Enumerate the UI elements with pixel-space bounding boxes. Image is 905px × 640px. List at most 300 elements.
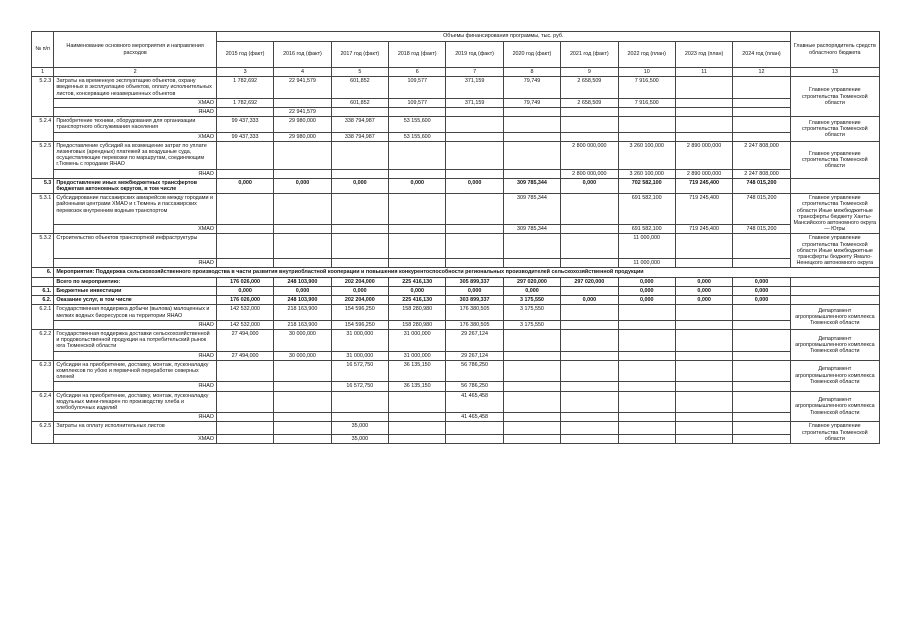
subrow-value bbox=[503, 259, 560, 268]
row-value bbox=[331, 234, 388, 259]
row-value: 303 899,337 bbox=[446, 296, 503, 305]
row-distributor bbox=[790, 277, 879, 286]
subrow-value bbox=[446, 225, 503, 234]
row-value bbox=[216, 360, 273, 382]
row-value bbox=[216, 391, 273, 413]
subrow-value bbox=[618, 382, 675, 391]
row-value: 691 582,100 bbox=[618, 194, 675, 225]
row-value bbox=[389, 234, 446, 259]
table-row bbox=[32, 422, 880, 434]
section-number: 6. bbox=[32, 268, 54, 277]
row-value: 0,000 bbox=[331, 286, 388, 295]
column-number: 9 bbox=[561, 68, 618, 77]
row-value bbox=[618, 391, 675, 413]
subrow-label: ЯНАО bbox=[54, 320, 217, 329]
row-value bbox=[618, 329, 675, 351]
row-name: Оказание услуг, в том числе bbox=[54, 296, 217, 305]
row-name: Субсидирование пассажирских авиарейсов между городами и районными центрами ХМАО и г.Тюмень и пассажирских перевозок внутренним водным транспортом bbox=[54, 194, 217, 225]
subrow-value bbox=[503, 434, 560, 443]
subrow-value bbox=[446, 132, 503, 141]
row-number: 6.2.2 bbox=[32, 329, 54, 360]
row-value: 0,000 bbox=[216, 178, 273, 193]
row-number: 5.3.1 bbox=[32, 194, 54, 234]
year-header: 2017 год (факт) bbox=[331, 42, 388, 68]
subrow-value bbox=[216, 169, 273, 178]
subrow-value: 22 941,579 bbox=[274, 108, 331, 117]
header-num: № п/п bbox=[32, 32, 54, 68]
subrow-label: ЯНАО bbox=[54, 351, 217, 360]
subrow-value bbox=[389, 169, 446, 178]
row-value: 29 267,124 bbox=[446, 329, 503, 351]
table-row bbox=[32, 277, 880, 286]
subrow-value: 29 267,124 bbox=[446, 351, 503, 360]
subrow-value: 158 280,980 bbox=[389, 320, 446, 329]
row-value bbox=[503, 391, 560, 413]
table-row bbox=[32, 117, 880, 132]
subrow-value bbox=[733, 413, 790, 422]
row-value: 41 465,458 bbox=[446, 391, 503, 413]
row-value: 719 245,400 bbox=[675, 194, 732, 225]
row-value: 309 785,344 bbox=[503, 178, 560, 193]
row-name: Затраты на оплату исполнительных листов bbox=[54, 422, 217, 434]
row-value: 11 000,000 bbox=[618, 234, 675, 259]
section-title: Мероприятия: Поддержка сельскохозяйственного производства в части развития внутриобластной кооперации и повышения конкурентоспособности региональных производителей сельскохозяйственной продукции bbox=[54, 268, 880, 277]
table-subrow bbox=[32, 351, 880, 360]
row-value: 27 494,000 bbox=[216, 329, 273, 351]
subrow-value bbox=[503, 413, 560, 422]
column-number: 5 bbox=[331, 68, 388, 77]
subrow-value bbox=[618, 434, 675, 443]
row-value bbox=[561, 422, 618, 434]
row-value bbox=[675, 360, 732, 382]
subrow-value: 748 015,200 bbox=[733, 225, 790, 234]
column-number: 2 bbox=[54, 68, 217, 77]
subrow-value: 36 135,150 bbox=[389, 382, 446, 391]
row-value bbox=[618, 117, 675, 132]
row-value: 0,000 bbox=[389, 178, 446, 193]
subrow-value: 142 532,000 bbox=[216, 320, 273, 329]
subrow-value bbox=[216, 382, 273, 391]
row-value: 0,000 bbox=[446, 286, 503, 295]
row-value: 225 416,130 bbox=[389, 296, 446, 305]
subrow-value bbox=[274, 434, 331, 443]
row-value bbox=[503, 141, 560, 169]
row-distributor: Главное управление строительства Тюменской области bbox=[790, 422, 879, 444]
subrow-value: 1 782,692 bbox=[216, 98, 273, 107]
row-value: 0,000 bbox=[618, 296, 675, 305]
row-value bbox=[274, 360, 331, 382]
subrow-value bbox=[561, 320, 618, 329]
row-value bbox=[389, 391, 446, 413]
table-subrow bbox=[32, 259, 880, 268]
subrow-value bbox=[618, 351, 675, 360]
row-value: 0,000 bbox=[733, 286, 790, 295]
table-row bbox=[32, 286, 880, 295]
subrow-value bbox=[503, 108, 560, 117]
subrow-value bbox=[561, 434, 618, 443]
row-number: 5.2.4 bbox=[32, 117, 54, 142]
subrow-value bbox=[389, 413, 446, 422]
subrow-value: 56 786,250 bbox=[446, 382, 503, 391]
year-header: 2019 год (факт) bbox=[446, 42, 503, 68]
subrow-label: ЯНАО bbox=[54, 413, 217, 422]
row-value bbox=[561, 234, 618, 259]
subrow-value: 29 980,000 bbox=[274, 132, 331, 141]
row-name: Государственная поддержка добычи (вылова) малоценных и мелких водных биоресурсов на территории ЯНАО bbox=[54, 305, 217, 320]
row-value bbox=[331, 194, 388, 225]
subrow-value bbox=[274, 259, 331, 268]
subrow-value bbox=[446, 108, 503, 117]
row-value bbox=[675, 117, 732, 132]
row-value bbox=[561, 391, 618, 413]
subrow-value bbox=[733, 259, 790, 268]
year-header: 2021 год (факт) bbox=[561, 42, 618, 68]
row-value: 29 980,000 bbox=[274, 117, 331, 132]
row-value bbox=[675, 305, 732, 320]
subrow-value: 218 163,900 bbox=[274, 320, 331, 329]
row-distributor bbox=[790, 296, 879, 305]
table-row bbox=[32, 360, 880, 382]
row-value bbox=[274, 422, 331, 434]
row-value bbox=[503, 422, 560, 434]
row-value: 0,000 bbox=[675, 286, 732, 295]
row-value bbox=[733, 360, 790, 382]
row-value: 297 020,000 bbox=[561, 277, 618, 286]
subrow-value: 3 175,550 bbox=[503, 320, 560, 329]
row-value: 0,000 bbox=[618, 277, 675, 286]
row-value bbox=[274, 391, 331, 413]
row-value: 36 135,150 bbox=[389, 360, 446, 382]
row-value: 0,000 bbox=[216, 286, 273, 295]
row-number: 5.3 bbox=[32, 178, 54, 193]
table-subrow bbox=[32, 434, 880, 443]
section-row bbox=[32, 268, 880, 277]
column-number: 12 bbox=[733, 68, 790, 77]
subrow-value bbox=[503, 132, 560, 141]
row-value bbox=[274, 234, 331, 259]
row-value: 109,577 bbox=[389, 77, 446, 99]
row-value: 225 416,130 bbox=[389, 277, 446, 286]
subrow-value bbox=[561, 259, 618, 268]
subrow-value bbox=[216, 413, 273, 422]
subrow-value bbox=[675, 259, 732, 268]
subrow-value bbox=[675, 382, 732, 391]
subrow-label: ЯНАО bbox=[54, 382, 217, 391]
table-subrow bbox=[32, 382, 880, 391]
row-value: 748 015,200 bbox=[733, 194, 790, 225]
row-name: Бюджетные инвестиции bbox=[54, 286, 217, 295]
subrow-value bbox=[274, 225, 331, 234]
subrow-value bbox=[561, 132, 618, 141]
row-value: 371,159 bbox=[446, 77, 503, 99]
row-value bbox=[446, 141, 503, 169]
subrow-value bbox=[733, 108, 790, 117]
subrow-value bbox=[561, 413, 618, 422]
subrow-value: 154 596,250 bbox=[331, 320, 388, 329]
row-value bbox=[618, 360, 675, 382]
subrow-value bbox=[446, 434, 503, 443]
table-row bbox=[32, 77, 880, 99]
row-distributor: Главное управление строительства Тюменской области Иные межбюджетные трансферты бюджету Ямало-Ненецкого автономного округа bbox=[790, 234, 879, 268]
row-value: 0,000 bbox=[503, 286, 560, 295]
row-value: 601,852 bbox=[331, 77, 388, 99]
row-value: 297 020,000 bbox=[503, 277, 560, 286]
row-distributor bbox=[790, 286, 879, 295]
subrow-value bbox=[618, 132, 675, 141]
subrow-value bbox=[675, 413, 732, 422]
subrow-value bbox=[274, 413, 331, 422]
subrow-value bbox=[618, 108, 675, 117]
row-name: Предоставление субсидий на возмещение затрат по уплате лизинговых (арендных) платежей за воздушные суда, осуществляющие перевозки по маршрутам, соединяющим г.Тюмень с городами ЯНАО bbox=[54, 141, 217, 169]
row-value: 79,749 bbox=[503, 77, 560, 99]
subrow-value bbox=[389, 259, 446, 268]
row-value: 0,000 bbox=[274, 178, 331, 193]
row-value bbox=[733, 117, 790, 132]
row-value bbox=[675, 234, 732, 259]
row-number: 6.2. bbox=[32, 296, 54, 305]
row-value bbox=[216, 234, 273, 259]
financing-table-sheet bbox=[31, 31, 880, 444]
row-value: 56 786,250 bbox=[446, 360, 503, 382]
subrow-label: ЯНАО bbox=[54, 259, 217, 268]
row-value bbox=[561, 286, 618, 295]
row-value: 0,000 bbox=[389, 286, 446, 295]
column-number: 1 bbox=[32, 68, 54, 77]
row-value: 702 582,100 bbox=[618, 178, 675, 193]
column-number: 13 bbox=[790, 68, 879, 77]
table-subrow bbox=[32, 320, 880, 329]
row-value: 35,000 bbox=[331, 422, 388, 434]
row-value: 248 103,900 bbox=[274, 296, 331, 305]
row-value: 2 658,509 bbox=[561, 77, 618, 99]
row-value bbox=[675, 329, 732, 351]
table-subrow bbox=[32, 98, 880, 107]
subrow-label: ЯНАО bbox=[54, 169, 217, 178]
column-number: 11 bbox=[675, 68, 732, 77]
row-value bbox=[733, 329, 790, 351]
row-number: 6.2.4 bbox=[32, 391, 54, 422]
table-subrow bbox=[32, 413, 880, 422]
row-value bbox=[216, 194, 273, 225]
row-value: 309 785,344 bbox=[503, 194, 560, 225]
subrow-value: 41 465,458 bbox=[446, 413, 503, 422]
subrow-value bbox=[561, 108, 618, 117]
year-header: 2015 год (факт) bbox=[216, 42, 273, 68]
row-value bbox=[733, 391, 790, 413]
row-value: 748 015,200 bbox=[733, 178, 790, 193]
row-value: 202 204,000 bbox=[331, 296, 388, 305]
row-value bbox=[503, 360, 560, 382]
row-name: Всего по мероприятию: bbox=[54, 277, 217, 286]
subrow-value bbox=[675, 434, 732, 443]
table-row bbox=[32, 296, 880, 305]
subrow-value: 2 658,509 bbox=[561, 98, 618, 107]
row-value bbox=[446, 194, 503, 225]
row-value: 2 890 000,000 bbox=[675, 141, 732, 169]
row-value bbox=[389, 194, 446, 225]
row-distributor bbox=[790, 178, 879, 193]
subrow-label: ЯНАО bbox=[54, 108, 217, 117]
subrow-value bbox=[503, 169, 560, 178]
row-value: 248 103,900 bbox=[274, 277, 331, 286]
subrow-value bbox=[331, 225, 388, 234]
row-name: Субсидии на приобретение, доставку, монтаж, пусконаладку комплексов по убою и первичной переработке северных оленей bbox=[54, 360, 217, 382]
subrow-value: 3 260 100,000 bbox=[618, 169, 675, 178]
row-value bbox=[216, 141, 273, 169]
year-header: 2018 год (факт) bbox=[389, 42, 446, 68]
financing-table bbox=[31, 31, 880, 444]
table-row bbox=[32, 178, 880, 193]
row-value: 31 000,000 bbox=[331, 329, 388, 351]
row-name: Государственная поддержка доставки сельскохозяйственной и продовольственной продукции на потребительский рынок юга Тюменской области bbox=[54, 329, 217, 351]
row-value: 202 204,000 bbox=[331, 277, 388, 286]
subrow-value bbox=[733, 132, 790, 141]
subrow-value: 176 380,505 bbox=[446, 320, 503, 329]
row-name: Субсидии на приобретение, доставку, монтаж, пусконаладку модульных мини-пекарен по производству хлеба и хлебобулочных изделий bbox=[54, 391, 217, 413]
row-value bbox=[675, 391, 732, 413]
row-value: 0,000 bbox=[618, 286, 675, 295]
subrow-label: ХМАО bbox=[54, 132, 217, 141]
row-number: 5.3.2 bbox=[32, 234, 54, 268]
row-value: 0,000 bbox=[675, 296, 732, 305]
row-number: 6.1. bbox=[32, 286, 54, 295]
column-number: 8 bbox=[503, 68, 560, 77]
column-number: 7 bbox=[446, 68, 503, 77]
row-value bbox=[675, 422, 732, 434]
subrow-value bbox=[216, 259, 273, 268]
column-number: 10 bbox=[618, 68, 675, 77]
row-value bbox=[503, 234, 560, 259]
row-value bbox=[446, 234, 503, 259]
row-value bbox=[733, 422, 790, 434]
subrow-value bbox=[389, 108, 446, 117]
row-value: 176 026,000 bbox=[216, 296, 273, 305]
column-number: 4 bbox=[274, 68, 331, 77]
subrow-value: 2 800 000,000 bbox=[561, 169, 618, 178]
subrow-value bbox=[446, 169, 503, 178]
row-value: 0,000 bbox=[561, 296, 618, 305]
row-name: Предоставление иных межбюджетных трансфертов бюджетам автономных округов, в том числе bbox=[54, 178, 217, 193]
row-value bbox=[446, 117, 503, 132]
subrow-value bbox=[216, 434, 273, 443]
row-value: 2 800 000,000 bbox=[561, 141, 618, 169]
subrow-value: 11 000,000 bbox=[618, 259, 675, 268]
table-subrow bbox=[32, 225, 880, 234]
row-value: 0,000 bbox=[274, 286, 331, 295]
row-value: 3 175,550 bbox=[503, 296, 560, 305]
subrow-value bbox=[561, 351, 618, 360]
header-volumes: Объемы финансирования программы, тыс. руб. bbox=[216, 32, 790, 42]
year-header: 2024 год (план) bbox=[733, 42, 790, 68]
row-name: Строительство объектов транспортной инфраструктуры bbox=[54, 234, 217, 259]
row-value bbox=[733, 77, 790, 99]
subrow-value bbox=[446, 259, 503, 268]
row-value: 218 163,900 bbox=[274, 305, 331, 320]
header-name: Наименование основного мероприятия и направления расходов bbox=[54, 32, 217, 68]
column-number: 3 bbox=[216, 68, 273, 77]
row-value bbox=[561, 305, 618, 320]
subrow-value bbox=[331, 413, 388, 422]
row-number: 6.2.5 bbox=[32, 422, 54, 444]
subrow-value: 16 572,750 bbox=[331, 382, 388, 391]
row-value: 3 260 100,000 bbox=[618, 141, 675, 169]
row-value: 154 596,250 bbox=[331, 305, 388, 320]
subrow-value: 35,000 bbox=[331, 434, 388, 443]
subrow-value bbox=[503, 351, 560, 360]
subrow-value bbox=[216, 108, 273, 117]
column-number: 6 bbox=[389, 68, 446, 77]
row-distributor: Главное управление строительства Тюменской области bbox=[790, 77, 879, 117]
subrow-value: 2 890 000,000 bbox=[675, 169, 732, 178]
subrow-value bbox=[216, 225, 273, 234]
table-subrow bbox=[32, 169, 880, 178]
subrow-value bbox=[618, 413, 675, 422]
subrow-value bbox=[733, 351, 790, 360]
row-value bbox=[561, 360, 618, 382]
row-value: 176 026,000 bbox=[216, 277, 273, 286]
row-value bbox=[561, 329, 618, 351]
subrow-value bbox=[561, 382, 618, 391]
table-row bbox=[32, 194, 880, 225]
row-value bbox=[216, 422, 273, 434]
subrow-value: 30 000,000 bbox=[274, 351, 331, 360]
row-value: 16 572,750 bbox=[331, 360, 388, 382]
subrow-value: 371,159 bbox=[446, 98, 503, 107]
row-value bbox=[561, 117, 618, 132]
table-row bbox=[32, 305, 880, 320]
table-row bbox=[32, 391, 880, 413]
row-value: 99 437,333 bbox=[216, 117, 273, 132]
row-value bbox=[274, 194, 331, 225]
table-subrow bbox=[32, 108, 880, 117]
row-value bbox=[618, 305, 675, 320]
subrow-value: 2 247 808,000 bbox=[733, 169, 790, 178]
subrow-value bbox=[618, 320, 675, 329]
subrow-value: 601,852 bbox=[331, 98, 388, 107]
row-value bbox=[733, 234, 790, 259]
subrow-label: ХМАО bbox=[54, 225, 217, 234]
row-value: 0,000 bbox=[733, 296, 790, 305]
row-value bbox=[389, 422, 446, 434]
row-distributor: Департамент агропромышленного комплекса Тюменской области bbox=[790, 360, 879, 391]
year-header: 2023 год (план) bbox=[675, 42, 732, 68]
subrow-value bbox=[733, 434, 790, 443]
table-row bbox=[32, 234, 880, 259]
subrow-value bbox=[675, 320, 732, 329]
subrow-value bbox=[675, 98, 732, 107]
subrow-value bbox=[331, 169, 388, 178]
row-distributor: Департамент агропромышленного комплекса Тюменской области bbox=[790, 329, 879, 360]
table-row bbox=[32, 141, 880, 169]
subrow-value: 31 000,000 bbox=[389, 351, 446, 360]
row-value bbox=[274, 141, 331, 169]
row-value bbox=[561, 194, 618, 225]
row-value: 719 245,400 bbox=[675, 178, 732, 193]
subrow-value: 31 000,000 bbox=[331, 351, 388, 360]
subrow-value bbox=[389, 434, 446, 443]
subrow-value bbox=[675, 351, 732, 360]
subrow-value bbox=[331, 108, 388, 117]
row-value: 53 155,600 bbox=[389, 117, 446, 132]
row-value: 0,000 bbox=[561, 178, 618, 193]
row-value: 2 247 808,000 bbox=[733, 141, 790, 169]
subrow-label: ХМАО bbox=[54, 98, 217, 107]
table-row bbox=[32, 329, 880, 351]
row-number: 5.2.3 bbox=[32, 77, 54, 117]
row-distributor: Департамент агропромышленного комплекса Тюменской области bbox=[790, 305, 879, 330]
year-header: 2020 год (факт) bbox=[503, 42, 560, 68]
row-number: 6.2.1 bbox=[32, 305, 54, 330]
